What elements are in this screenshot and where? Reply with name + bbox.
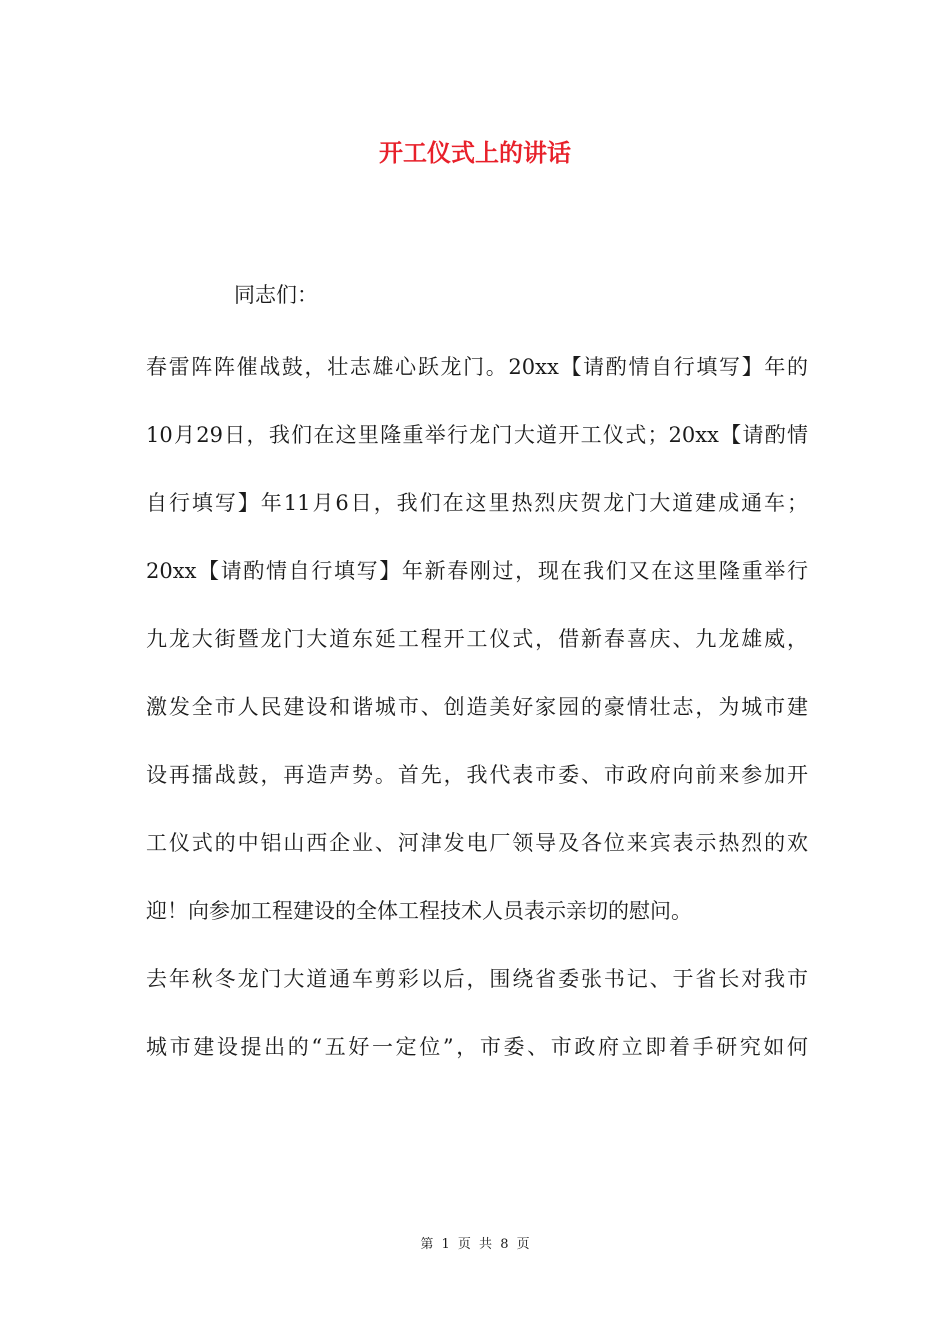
body-line: 10月29日，我们在这里隆重举行龙门大道开工仪式；20xx【请酌情 [146, 423, 808, 447]
body-line: 春雷阵阵催战鼓，壮志雄心跃龙门。20xx【请酌情自行填写】年的 [146, 355, 808, 379]
body-line: 城市建设提出的“五好一定位”，市委、市政府立即着手研究如何 [146, 1035, 808, 1059]
body-line: 自行填写】年11月6日，我们在这里热烈庆贺龙门大道建成通车； [146, 491, 808, 515]
body-line: 去年秋冬龙门大道通车剪彩以后，围绕省委张书记、于省长对我市 [146, 967, 808, 991]
salutation: 同志们： [234, 283, 318, 307]
body-line: 工仪式的中铝山西企业、河津发电厂领导及各位来宾表示热烈的欢 [146, 831, 808, 855]
body-line: 设再擂战鼓，再造声势。首先，我代表市委、市政府向前来参加开 [146, 763, 808, 787]
body-line: 激发全市人民建设和谐城市、创造美好家园的豪情壮志，为城市建 [146, 695, 808, 719]
body-line: 九龙大街暨龙门大道东延工程开工仪式，借新春喜庆、九龙雄威， [146, 627, 808, 651]
page-number: 第 1 页 共 8 页 [420, 1237, 530, 1252]
body-line: 迎！向参加工程建设的全体工程技术人员表示亲切的慰问。 [146, 899, 692, 923]
document-body [146, 352, 808, 1100]
body-line: 20xx【请酌情自行填写】年新春刚过，现在我们又在这里隆重举行 [146, 559, 808, 583]
document-title: 开工仪式上的讲话 [379, 139, 571, 167]
